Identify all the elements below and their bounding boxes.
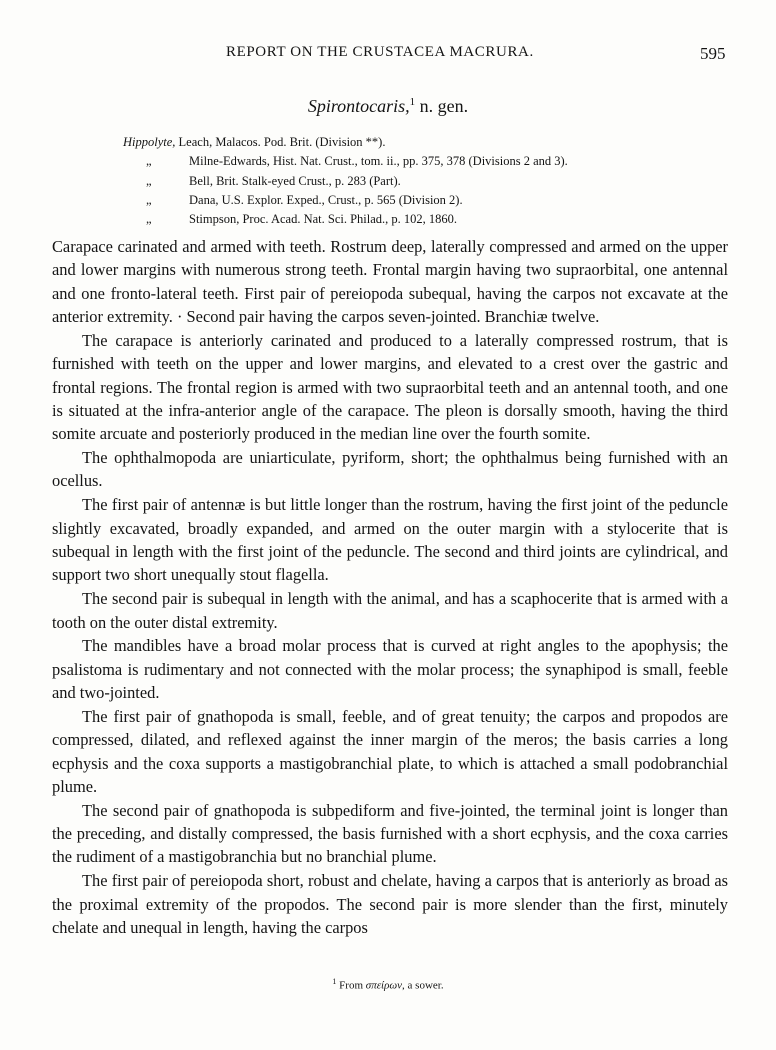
synonym-citation: Stimpson, Proc. Acad. Nat. Sci. Philad., p. 102, 1860. [189,212,458,227]
first-antennae-paragraph: The first pair of antennæ is but little longer than the rostrum, having the first joint of the peduncle slightly excavated, broadly expanded, and armed on the outer margin with a stylocerite that is subequal in length with the first joint of the peduncle. The second and third joints are cylindrical, and support two short unequally stout flagella. [52,495,728,585]
running-title: REPORT ON THE CRUSTACEA MACRURA. [226,44,534,60]
ditto-mark: „ [146,154,152,169]
genus-name: Spirontocaris, [307,96,410,116]
synonym-genus: Hippolyte, [123,135,176,149]
body-text [52,235,728,939]
ditto-mark: „ [146,212,152,227]
mandibles-paragraph: The mandibles have a broad molar process that is curved at right angles to the apophysis; the psalistoma is rudimentary and not connected with the molar process; the synaphipod is small, feeble and two-jointed. [52,636,728,703]
footnote-suffix: , a sower. [402,979,444,992]
synonym-citation: Bell, Brit. Stalk-eyed Crust., p. 283 (Part). [189,173,401,188]
synonymy-entry [123,191,723,210]
footnote-greek-word: σπείρων [365,979,403,992]
synonym-citation: Leach, Malacos. Pod. Brit. (Division **). [175,135,386,149]
first-gnathopoda-paragraph: The first pair of gnathopoda is small, feeble, and of great tenuity; the carpos and propodos are compressed, dilated, and reflexed against the inner margin of the meros; the basis carries a long ecphysis and the coxa supports a mastigobranchial plate, to which is attached a small podobranchial plume. [52,706,728,796]
synonym-citation: Milne-Edwards, Hist. Nat. Crust., tom. ii., pp. 375, 378 (Divisions 2 and 3). [189,154,568,169]
genus-heading [0,96,776,117]
genus-status: n. gen. [415,96,469,116]
synonymy-entry [123,210,723,229]
pereiopoda-paragraph: The first pair of pereiopoda short, robust and chelate, having a carpos that is anteriorly as broad as the proximal extremity of the propodos. The second pair is more slender than the first, minutely chelate and unequal in length, having the carpos [52,871,728,937]
running-head [0,44,776,66]
page-number: 595 [700,44,726,63]
footnote-reference: 1 [409,96,416,108]
synonymy-list [123,133,723,229]
synonymy-entry [123,133,723,152]
ophthalmopoda-paragraph: The ophthalmopoda are uniarticulate, pyriform, short; the ophthalmus being furnished with an ocellus. [52,448,728,491]
ditto-mark: „ [146,173,152,188]
second-gnathopoda-paragraph: The second pair of gnathopoda is subpediform and five-jointed, the terminal joint is longer than the preceding, and distally compressed, the basis furnished with a short ecphysis, and the coxa carries the rudiment of a mastigobranchia but no branchial plume. [52,800,728,867]
ditto-mark: „ [146,192,152,207]
synonymy-entry [123,152,723,171]
synonym-citation: Dana, U.S. Explor. Exped., Crust., p. 565 (Division 2). [189,192,463,207]
footnote-mark: 1 [332,977,337,986]
second-antennae-paragraph: The second pair is subequal in length with the animal, and has a scaphocerite that is armed with a tooth on the outer distal extremity. [52,589,728,632]
carapace-paragraph: The carapace is anteriorly carinated and produced to a laterally compressed rostrum, that is furnished with teeth on the upper and lower margins, and elevated to a crest over the gastric and frontal regions. The frontal region is armed with two supraorbital teeth and an antennal tooth, and one is situated at the infra-anterior angle of the carapace. The pleon is dorsally smooth, having the third somite arcuate and posteriorly produced in the median line over the fourth somite. [52,330,728,444]
synonymy-entry [123,172,723,191]
diagnosis-paragraph: Carapace carinated and armed with teeth. Rostrum deep, laterally compressed and armed on the upper and lower margins with numerous strong teeth. Frontal margin having two supraorbital, one antennal and one fronto-lateral teeth. First pair of pereiopoda subequal, having the carpos not excavate at the anterior extremity. · Second pair having the carpos seven-jointed. Branchiæ twelve. [52,237,728,327]
footnote-prefix: From [336,979,366,992]
footnote [0,977,776,992]
